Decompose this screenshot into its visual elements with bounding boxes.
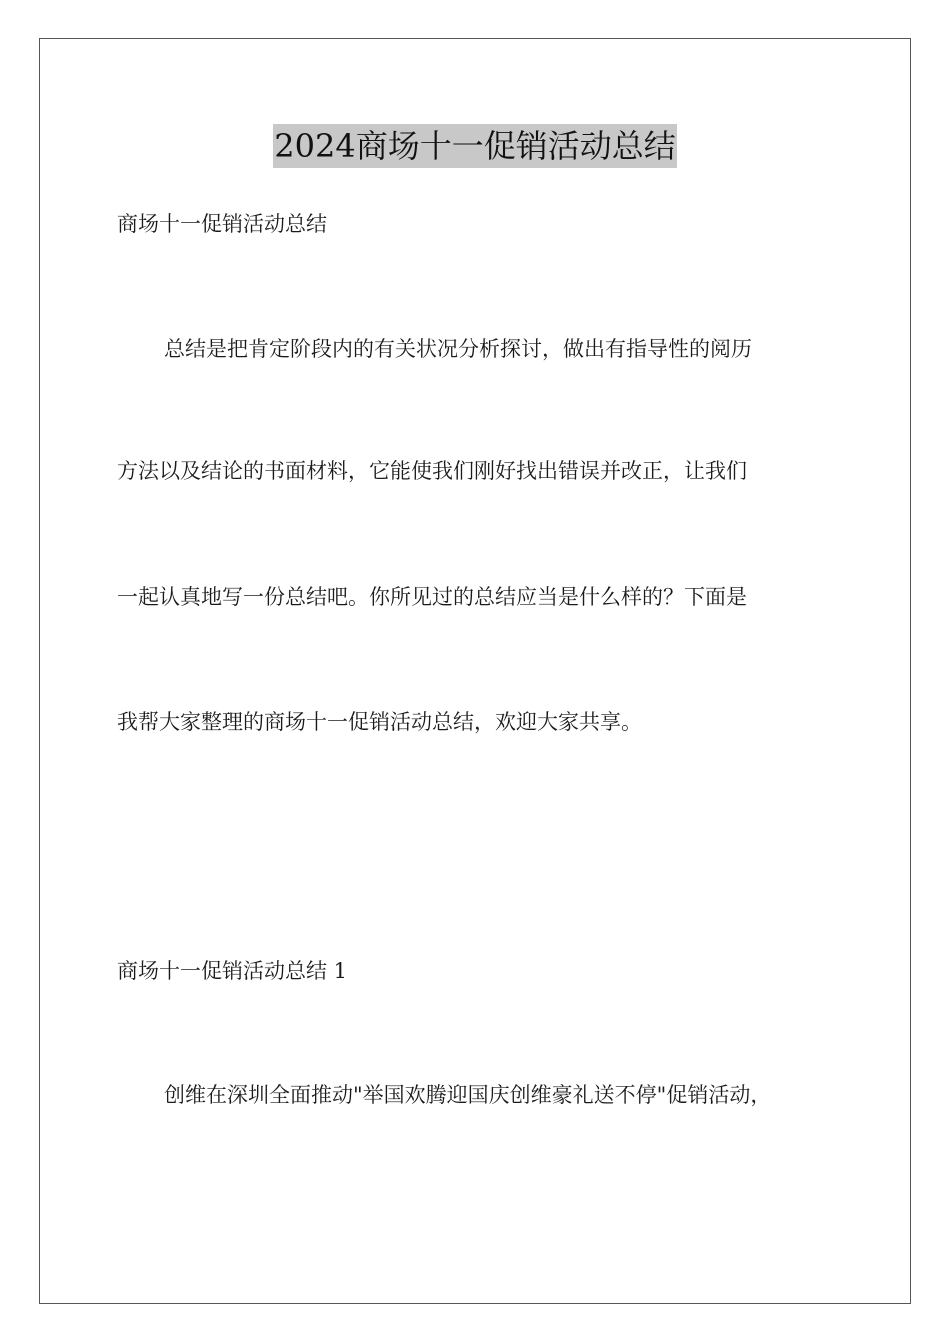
intro-paragraph-line-2[interactable]: 方法以及结论的书面材料，它能使我们刚好找出错误并改正，让我们 <box>117 459 747 483</box>
section-paragraph-line-1[interactable]: 创维在深圳全面推动"举国欢腾迎国庆创维豪礼送不停"促销活动， <box>164 1083 772 1107</box>
intro-paragraph-line-3[interactable]: 一起认真地写一份总结吧。你所见过的总结应当是什么样的？下面是 <box>117 585 747 609</box>
document-title[interactable]: 2024商场十一促销活动总结 <box>273 124 676 168</box>
section-heading[interactable]: 商场十一促销活动总结 1 <box>117 959 348 983</box>
intro-paragraph-line-4[interactable]: 我帮大家整理的商场十一促销活动总结，欢迎大家共享。 <box>117 710 642 734</box>
title-container <box>0 124 950 168</box>
document-subtitle[interactable]: 商场十一促销活动总结 <box>117 212 327 236</box>
intro-paragraph-line-1[interactable]: 总结是把肯定阶段内的有关状况分析探讨，做出有指导性的阅历 <box>164 337 752 361</box>
